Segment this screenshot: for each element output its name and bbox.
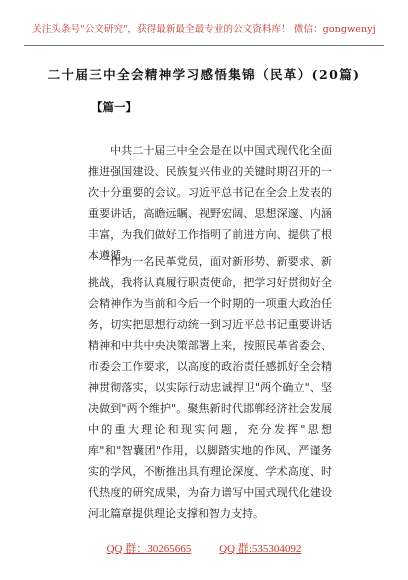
body-paragraph-1 [88, 140, 332, 266]
footer-qq-group-1[interactable]: QQ 群：30265665 [106, 543, 192, 555]
paragraph-text: 中共二十届三中全会是在以中国式现代化全面推进强国建设、民族复兴伟业的关键时期召开的一次十分重要的会议。习近平总书记在全会上发表的重要讲话，高瞻远瞩、视野宏阔、思想深邃、内涵丰富，为我们做好工作指明了前进方向、提供了根本遵循。 [88, 144, 332, 262]
header-divider [24, 45, 384, 46]
header-promo-note: 关注头条号"公文研究"，获得最新最全最专业的公文资料库！ 微信：gongwenyj [32, 24, 376, 35]
body-paragraph-2 [88, 251, 332, 524]
paragraph-text: 作为一名民革党员，面对新形势、新要求、新挑战，我将认真履行职责使命，把学习好贯彻好全会精神作为当前和今后一个时期的一项重大政治任务，切实把思想行动统一到习近平总书记重要讲话精神和中共中央决策部署上来，按照民革省委会、市委会工作要求，以高度的政治责任感抓好全会精神贯彻落实，以实际行动忠诚捍卫"两个确立"、坚决做到"两个维护"。聚焦新时代邯郸经济社会发展中的重大理论和现实问题，充分发挥"思想库"和"智囊团"作用，以脚踏实地的作风、严谨务实的学风，不断推出具有理论深度、学术高度、时代热度的研究成果，为奋力谱写中国式现代化建设河北篇章提供理论支撑和智力支持。 [88, 255, 332, 520]
document-title: 二十届三中全会精神学习感悟集锦（民革）(20篇) [47, 67, 361, 82]
section-label: 【篇一】 [91, 100, 137, 114]
footer-contact [0, 540, 408, 556]
footer-qq-group-2[interactable]: QQ 群:535304092 [219, 543, 302, 555]
